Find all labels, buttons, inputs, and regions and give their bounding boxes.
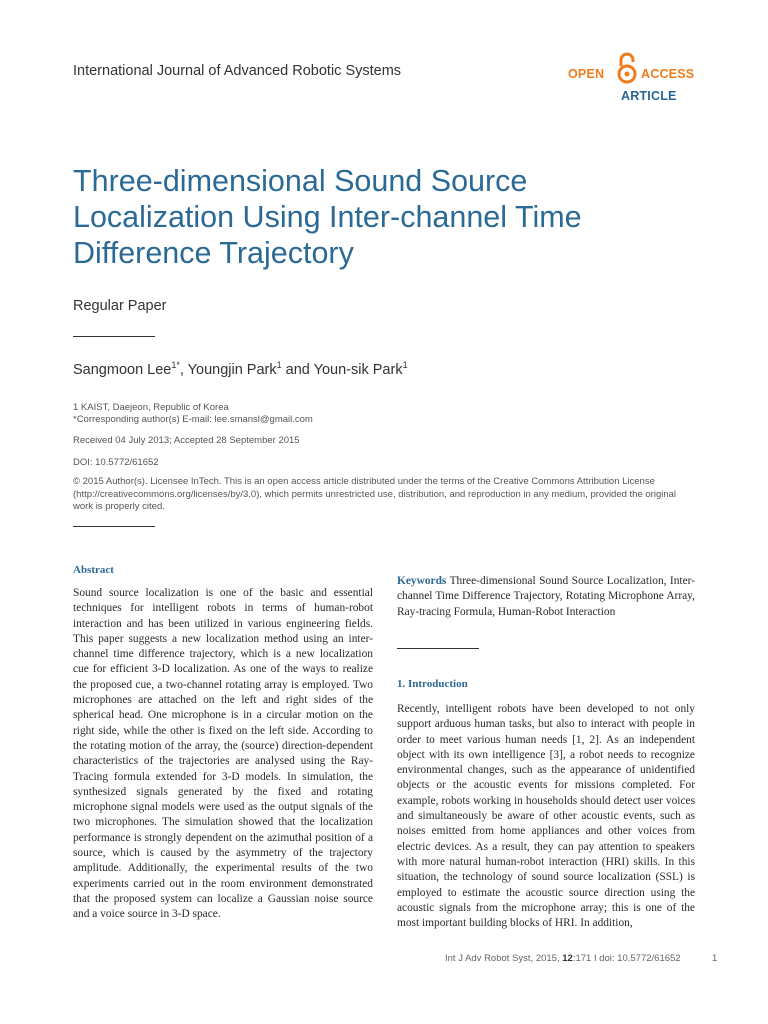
author-name: Sangmoon Lee [73, 361, 172, 378]
abstract-text: Sound source localization is one of the basic and essential techniques for intelligent robots in terms of human-robot interaction and has been utilized in various engineering fields. This paper suggests a new localization method using an inter-channel time difference trajectory, which is a new localization cue for efficient 3-D localization. As one of the ways to realize the proposed cue, a two-channel rotating array is employed. Two microphones are attached on the left and right sides of the spherical head. One microphone is in a circular motion on the right side, while the other is fixed on the left side. According to the rotating motion of the array, the (source) direction-dependent characteristics of the trajectories are analysed using the Ray-Tracing formula extended for 3-D models. In simulation, the synthesized signals generated by the fixed and rotating microphone signal models were used as the output signals of the two microphones. The simulation showed that the localization performance is strongly dependent on the azimuthal position of a source, which is caused by the asymmetry of the trajectory amplitude. Additionally, the experimental results of the two experiments carried out in the room environment demonstrated that the proposed system can localize a Gaussian noise source and a voice source in 3-D space. [73, 587, 373, 921]
paper-type: Regular Paper [73, 298, 167, 314]
keywords-label: Keywords [397, 575, 447, 587]
author-affiliation-mark: 1* [171, 360, 180, 370]
introduction-heading: 1. Introduction [397, 678, 468, 690]
badge-open-label: OPEN [568, 67, 605, 81]
author-separator: and [281, 361, 314, 378]
open-lock-icon [616, 52, 638, 84]
author-affiliation-mark: 1 [402, 360, 408, 370]
received-dates: Received 04 July 2013; Accepted 28 September 2015 [73, 435, 300, 446]
citation-prefix: Int J Adv Robot Syst, 2015, [445, 953, 563, 964]
author-name: Youn-sik Park [313, 361, 403, 378]
citation-volume: 12 [562, 953, 573, 964]
introduction-text: Recently, intelligent robots have been developed to not only support arduous human tasks, but also to interact with people in order to meet various human needs [1, 2]. As an independent object with its own intelligence [3], a robot needs to recognize environmental changes, such as the appearance of unidentified objects or the acoustic events for missions completed. For example, robots working in households should detect user voices and simultaneously be aware of other acoustic events, such as noises emitted from home appliances and other voices from electric devices. As a result, they can pay attention to speakers with more natural human-robot interaction (HRI) skills. In this situation, the technology of sound source localization (SSL) is employed to estimate the acoustic source direction using the acoustic signals from the microphone array; this is one of the most important building blocks of HRI. In addition, [397, 703, 695, 930]
doi: DOI: 10.5772/61652 [73, 457, 159, 468]
author-separator: , [179, 361, 188, 378]
divider [73, 526, 155, 527]
keywords-text: Three-dimensional Sound Source Localization, Inter-channel Time Difference Trajectory, Rotating Microphone Array, Ray-tracing Formula, Human-Robot Interaction [397, 575, 695, 618]
license-notice: © 2015 Author(s). Licensee InTech. This is an open access article distributed under the terms of the Creative Commons Attribution License (http://creativecommons.org/licenses/by/3.0), which permits unrestricted use, distribution, and reproduction in any medium, provided the original work is properly cited. [73, 476, 677, 512]
page-number: 1 [712, 953, 718, 964]
affiliation: 1 KAIST, Daejeon, Republic of Korea [73, 402, 229, 413]
journal-name: International Journal of Advanced Robotic Systems [73, 63, 402, 79]
divider [397, 648, 479, 649]
badge-access-label: ACCESS [641, 67, 695, 81]
author-name: Youngjin Park [187, 361, 277, 378]
citation-suffix: :171 I doi: 10.5772/61652 [572, 953, 681, 964]
divider [73, 336, 155, 337]
keywords [397, 574, 695, 620]
badge-article-label: ARTICLE [621, 89, 677, 103]
abstract-heading: Abstract [73, 564, 114, 576]
paper-title: Three-dimensional Sound Source Localization Using Inter-channel Time Difference Trajectory [73, 164, 582, 270]
author-affiliation-mark: 1 [276, 360, 282, 370]
corresponding-author: *Corresponding author(s) E-mail: lee.smansl@gmail.com [73, 414, 313, 425]
author-list [73, 360, 408, 378]
footer-citation [445, 953, 681, 964]
open-access-badge [563, 52, 693, 112]
